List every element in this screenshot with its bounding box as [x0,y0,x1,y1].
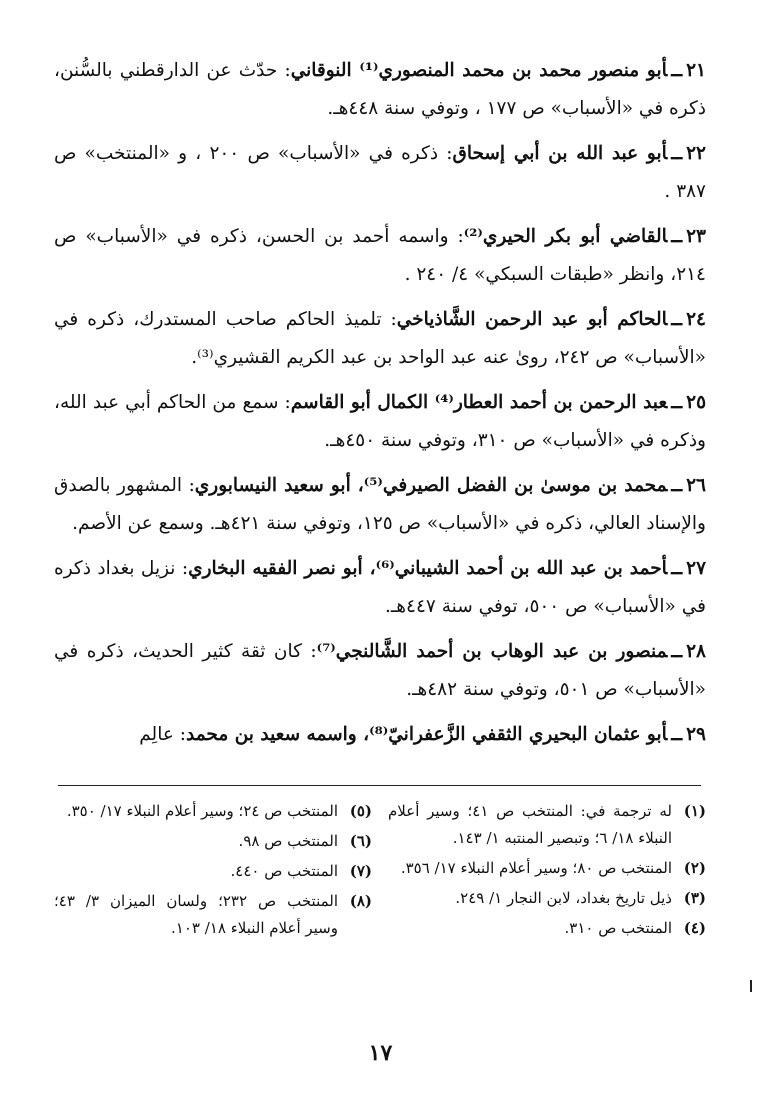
margin-mark [750,980,752,992]
entry-text: : كان ثقة كثير الحديث، ذكره في «الأسباب» ص ٥٠١، وتوفي سنة ٤٨٢هـ. [54,641,706,700]
footnote-mark: (٢) [683,859,706,877]
entry-text: : حدّث عن الدارقطني بالسُّنن، ذكره في «الأسباب» ص ١٧٧ ، وتوفي سنة ٤٤٨هـ. [54,60,706,119]
footnote [388,798,706,852]
entry-text: : عالِم [139,724,186,745]
entry-name: محمد بن موسىٰ بن الفضل الصيرفي⁽⁵⁾، أبو سعيد النيسابوري [194,475,668,496]
entry [54,716,706,754]
entry-name: الحاكم أبو عبد الرحمن الشَّاذياخي [396,309,668,330]
footnotes [54,798,706,945]
footnote-mark: (٥) [349,802,372,820]
footnote-text: المنتخب ص ٢٣٢؛ ولسان الميزان ٣/ ٤٣؛ وسير أعلام النبلاء ١٨/ ١٠٣. [54,892,339,937]
footnote-text: المنتخب ص ٢٤؛ وسير أعلام النبلاء ١٧/ ٣٥٠. [66,802,338,820]
entry-number: ٢١ [686,60,706,81]
entry-text: : تلميذ الحاكم صاحب المستدرك، ذكره في «الأسباب» ص ٢٤٢، روىٰ عنه عبد الواحد بن عبد الكريم القشيري⁽³⁾. [54,309,706,368]
footnote-text: له ترجمة في: المنتخب ص ٤١؛ وسير أعلام النبلاء ١٨/ ٦؛ وتبصير المنتبه ١/ ١٤٣. [388,802,672,847]
footnote-text: المنتخب ص ٩٨. [238,832,338,850]
entry-name: عبد الرحمن بن أحمد العطار⁽⁴⁾ الكمال أبو القاسم [290,392,668,413]
footnote [388,885,706,912]
footnote [54,888,372,942]
footnote-mark: (١) [683,802,706,820]
footnote [54,828,372,855]
entry-number: ٢٤ [686,309,706,330]
entry-name: أبو عثمان البحيري الثقفي الزَّعفرانيّ⁽⁸⁾، واسمه سعيد بن محمد [186,724,668,745]
footnote-text: ذيل تاريخ بغداد، لابن النجار ١/ ٢٤٩. [455,889,672,907]
entry-number: ٢٦ [686,475,706,496]
entry-number: ٢٨ [686,641,706,662]
entry [54,633,706,709]
page-number: ١٧ [368,1040,393,1066]
footnote-mark: (٣) [683,889,706,907]
entry-number: ٢٣ [686,226,706,247]
entry-name: منصور بن عبد الوهاب بن أحمد الشَّالنجي⁽⁷⁾ [316,641,668,662]
footnote-mark: (٦) [349,832,372,850]
entry [54,301,706,377]
entry [54,52,706,128]
footnote [388,855,706,882]
entry [54,467,706,543]
footnote [54,798,372,825]
footnote [54,858,372,885]
entry [54,384,706,460]
entry-separator: ــ [671,226,683,247]
footnote-mark: (٨) [349,892,372,910]
entry [54,218,706,294]
entry-number: ٢٧ [686,558,707,579]
entry-text: : نزيل بغداد ذكره في «الأسباب» ص ٥٠٠، توفي سنة ٤٤٧هـ. [54,558,706,617]
entry-separator: ــ [671,392,683,413]
entries-list [54,52,706,761]
footnote-divider [58,785,701,786]
entry-text: : سمع من الحاكم أبي عبد الله، وذكره في «الأسباب» ص ٣١٠، وتوفي سنة ٤٥٠هـ. [54,392,706,451]
entry-separator: ــ [671,558,683,579]
entry-text: : واسمه أحمد بن الحسن، ذكره في «الأسباب» ص ٢١٤، وانظر «طبقات السبكي» ٤/ ٢٤٠ . [54,226,706,285]
entry-text: : المشهور بالصدق والإسناد العالي، ذكره في «الأسباب» ص ١٢٥، وتوفي سنة ٤٢١هـ. وسمع عن الأصم. [54,475,706,534]
entry-separator: ــ [671,475,683,496]
entry-number: ٢٥ [686,392,707,413]
entry-text: : ذكره في «الأسباب» ص ٢٠٠ ، و «المنتخب» ص ٣٨٧ . [54,143,706,202]
entry-number: ٢٩ [686,724,706,745]
footnote-text: المنتخب ص ٨٠؛ وسير أعلام النبلاء ١٧/ ٣٥٦. [400,859,672,877]
footnote [388,915,706,942]
entry-name: القاضي أبو بكر الحيري⁽²⁾ [463,226,668,247]
entry-name: أحمد بن عبد الله بن أحمد الشيباني⁽⁶⁾، أبو نصر الفقيه البخاري [188,558,668,579]
entry-separator: ــ [671,60,683,81]
footnotes-column-left [54,798,372,945]
footnotes-column-right [388,798,706,945]
entry-number: ٢٢ [686,143,706,164]
entry [54,135,706,211]
entry-separator: ــ [671,143,683,164]
entry-separator: ــ [671,724,683,745]
entry-name: أبو منصور محمد بن محمد المنصوري⁽¹⁾ النوقاني [290,60,668,81]
entry-separator: ــ [671,641,683,662]
footnote-text: المنتخب ص ٣١٠. [564,919,672,937]
footnote-mark: (٧) [349,862,372,880]
footnote-mark: (٤) [683,919,706,937]
footnote-text: المنتخب ص ٤٤٠. [230,862,338,880]
entry-separator: ــ [671,309,683,330]
entry-name: أبو عبد الله بن أبي إسحاق [452,143,668,164]
entry [54,550,706,626]
